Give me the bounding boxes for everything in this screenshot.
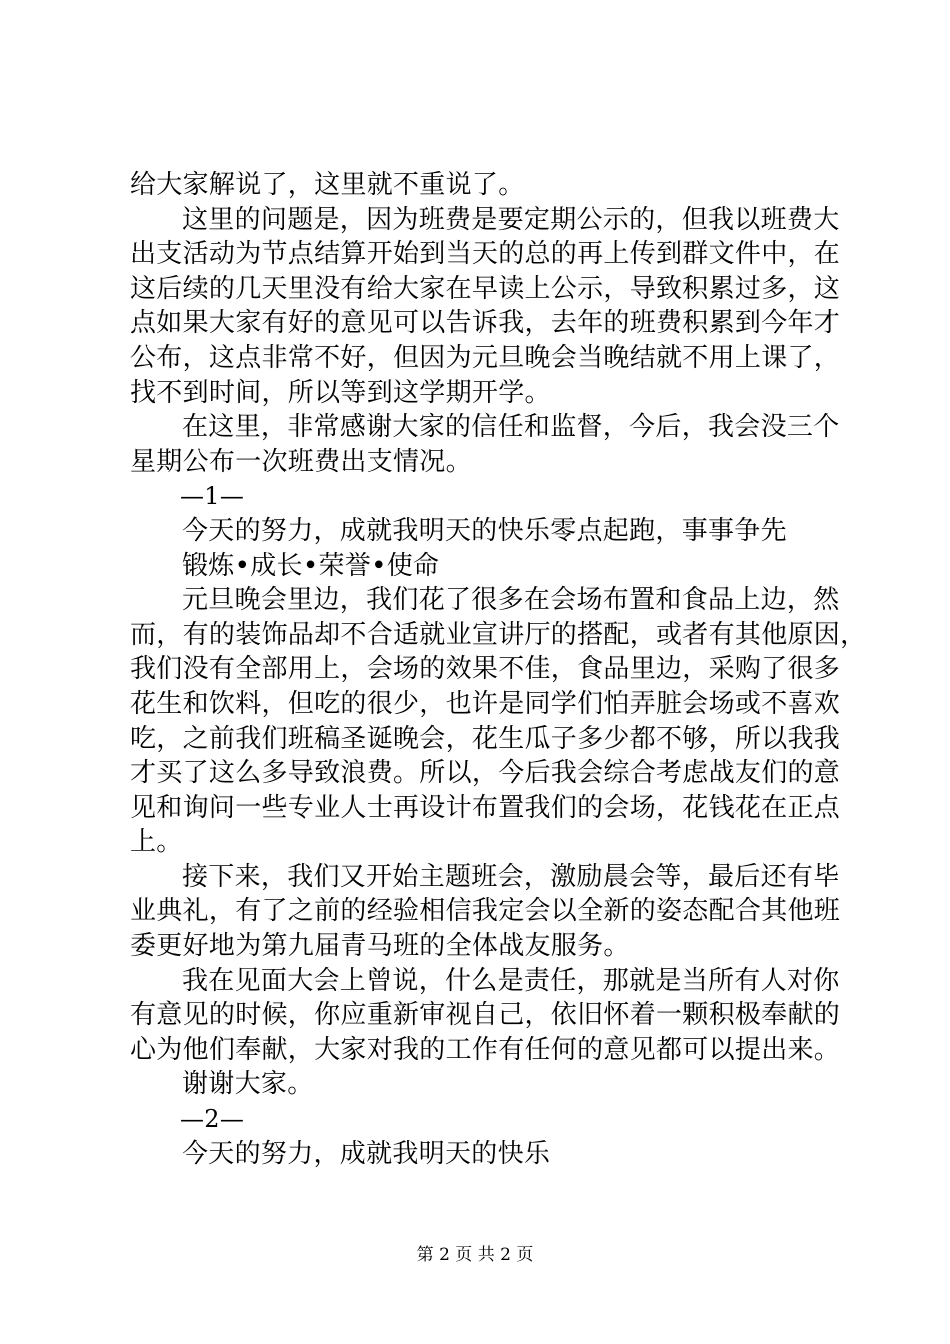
text-line: 花生和饮料，但吃的很少，也许是同学们怕弄脏会场或不喜欢 <box>130 688 841 719</box>
page-footer: 第 2 页 共 2 页 <box>416 1245 534 1265</box>
text-line: 谢谢大家。 <box>182 1069 314 1100</box>
text-line: 星期公布一次班费出支情况。 <box>130 446 472 477</box>
text-line: 委更好地为第九届青马班的全体战友服务。 <box>130 931 630 962</box>
text-line: 才买了这么多导致浪费。所以，今后我会综合考虑战友们的意 <box>130 758 841 789</box>
text-line: 心为他们奉献，大家对我的工作有任何的意见都可以提出来。 <box>130 1034 841 1065</box>
text-line: 给大家解说了，这里就不重说了。 <box>130 170 525 200</box>
text-line: 有意见的时候，你应重新审视自己，依旧怀着一颗积极奉献的 <box>130 1000 841 1031</box>
page-marker: —2— <box>180 1105 245 1134</box>
text-line: 业典礼，有了之前的经验相信我定会以全新的姿态配合其他班 <box>130 896 841 927</box>
text-line: 这里的问题是，因为班费是要定期公示的，但我以班费大 <box>182 204 840 235</box>
text-line: 在这里，非常感谢大家的信任和监督，今后，我会没三个 <box>182 412 840 443</box>
text-line: 上。 <box>130 827 183 858</box>
text-line: 见和询问一些专业人士再设计布置我们的会场，花钱花在正点 <box>130 792 841 823</box>
text-line: 我们没有全部用上，会场的效果不佳，食品里边，采购了很多 <box>130 654 841 685</box>
text-line: 出支活动为节点结算开始到当天的总的再上传到群文件中，在 <box>130 239 841 270</box>
text-line: 点如果大家有好的意见可以告诉我，去年的班费积累到今年才 <box>130 308 841 339</box>
text-line: 吃，之前我们班稿圣诞晚会，花生瓜子多少都不够，所以我我 <box>130 723 841 754</box>
text-line: 锻炼•成长•荣誉•使命 <box>182 550 440 581</box>
text-line: 这后续的几天里没有给大家在早读上公示，导致积累过多，这 <box>130 273 841 304</box>
text-line: 今天的努力，成就我明天的快乐零点起跑，事事争先 <box>182 515 787 546</box>
page-marker: —1— <box>180 482 245 511</box>
text-line: 找不到时间，所以等到这学期开学。 <box>130 377 551 408</box>
text-line: 公布，这点非常不好，但因为元旦晚会当晚结就不用上课了， <box>130 342 841 373</box>
document-body <box>130 168 867 1171</box>
text-line: 今天的努力，成就我明天的快乐 <box>182 1138 551 1169</box>
text-line: 而，有的装饰品却不合适就业宣讲厅的搭配，或者有其他原因， <box>130 619 867 650</box>
text-line: 元旦晚会里边，我们花了很多在会场布置和食品上边，然 <box>182 585 840 616</box>
text-line: 我在见面大会上曾说，什么是责任，那就是当所有人对你 <box>182 965 840 996</box>
text-line: 接下来，我们又开始主题班会，激励晨会等，最后还有毕 <box>182 861 840 892</box>
